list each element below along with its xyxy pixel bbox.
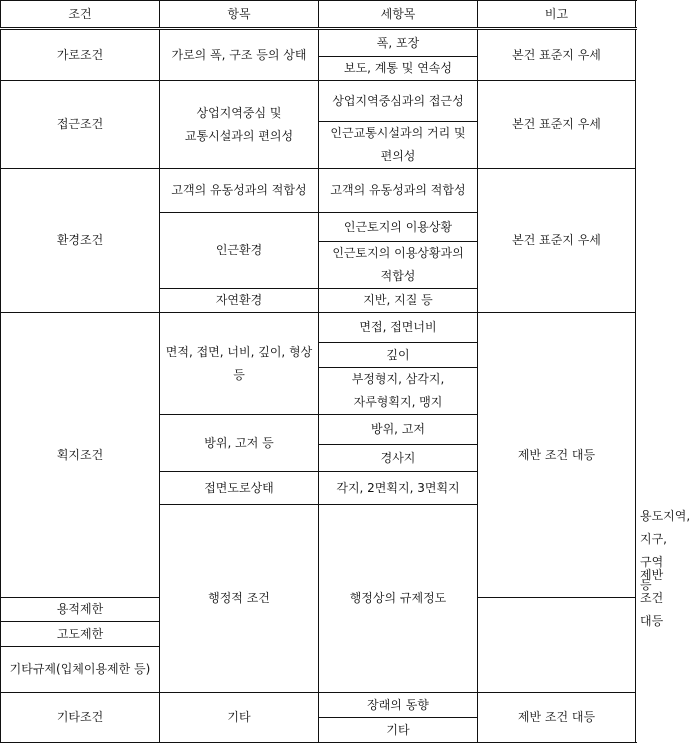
subitem-cell: 각지, 2면획지, 3면획지 <box>319 472 478 505</box>
subitem-cell: 고도제한 <box>1 622 160 647</box>
table-row <box>1 693 636 718</box>
condition-cell: 기타조건 <box>1 693 160 743</box>
subitem-cell: 상업지역중심과의 접근성 <box>319 81 478 122</box>
note-cell: 본건 표준지 우세 <box>478 81 636 169</box>
item-cell: 방위, 고저 등 <box>160 415 319 472</box>
subitem-cell: 인근교통시설과의 거리 및 편의성 <box>319 122 478 169</box>
item-cell: 접면도로상태 <box>160 472 319 505</box>
subitem-cell: 기타규제(입체이용제한 등) <box>1 647 160 693</box>
subitem-cell: 인근토지의 이용상황과의 적합성 <box>319 242 478 289</box>
header-note: 비고 <box>478 1 636 29</box>
subitem-cell: 보도, 계통 및 연속성 <box>319 57 478 81</box>
header-subitem: 세항목 <box>319 1 478 29</box>
header-row <box>1 1 636 29</box>
table-row: 행정적 조건 행정상의 규제정도 용도지역, 지구, 구역 등 제반 조건 대등 <box>1 505 636 598</box>
subitem-cell: 경사지 <box>319 445 478 472</box>
table-row <box>1 29 636 57</box>
subitem-cell: 방위, 고저 <box>319 415 478 445</box>
item-cell: 기타 <box>160 693 319 743</box>
subitem-cell: 인근토지의 이용상황 <box>319 213 478 242</box>
item-cell: 상업지역중심 및 교통시설과의 편의성 <box>160 81 319 169</box>
subitem-cell: 용적제한 <box>1 598 160 622</box>
subitem-cell: 고객의 유동성과의 적합성 <box>319 169 478 213</box>
condition-cell: 획지조건 <box>1 313 160 598</box>
condition-cell: 행정적 조건 <box>160 505 319 693</box>
item-cell: 가로의 폭, 구조 등의 상태 <box>160 29 319 81</box>
subitem-cell: 부정형지, 삼각지, 자루형획지, 맹지 <box>319 368 478 415</box>
table-row <box>1 169 636 213</box>
table-row <box>1 313 636 343</box>
item-cell: 인근환경 <box>160 213 319 289</box>
condition-cell: 환경조건 <box>1 169 160 313</box>
note-cell: 제반 조건 대등 <box>478 313 636 598</box>
item-cell: 면적, 접면, 너비, 깊이, 형상 등 <box>160 313 319 415</box>
note-cell: 제반 조건 대등 <box>478 693 636 743</box>
table-row <box>1 81 636 122</box>
item-cell: 자연환경 <box>160 289 319 313</box>
item-cell: 행정상의 규제정도 <box>319 505 478 693</box>
note-cell: 본건 표준지 우세 <box>478 169 636 313</box>
condition-cell: 가로조건 <box>1 29 160 81</box>
subitem-cell: 폭, 포장 <box>319 29 478 57</box>
condition-cell: 접근조건 <box>1 81 160 169</box>
item-cell: 고객의 유동성과의 적합성 <box>160 169 319 213</box>
header-condition: 조건 <box>1 1 160 29</box>
subitem-cell: 면접, 접면너비 <box>319 313 478 343</box>
subitem-cell: 지반, 지질 등 <box>319 289 478 313</box>
header-item: 항목 <box>160 1 319 29</box>
subitem-cell: 깊이 <box>319 343 478 368</box>
note-cell: 본건 표준지 우세 <box>478 29 636 81</box>
subitem-cell: 장래의 동향 <box>319 693 478 718</box>
subitem-cell: 기타 <box>319 718 478 743</box>
